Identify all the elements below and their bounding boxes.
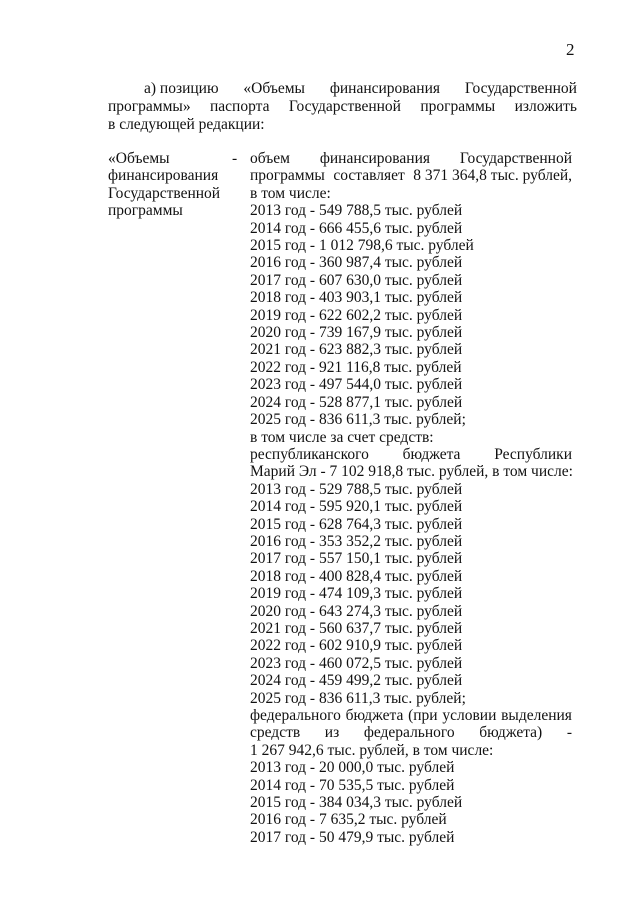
intro-word: Государственной <box>288 98 401 115</box>
year-row: 2016 год - 7 635,2 тыс. рублей <box>250 811 447 829</box>
year-row: 2015 год - 628 764,3 тыс. рублей <box>250 515 463 533</box>
word: Государственной <box>459 150 572 167</box>
intro-word: а) позицию <box>144 80 219 97</box>
word: федерального <box>363 724 455 742</box>
intro-line <box>108 98 577 116</box>
label-line: программы <box>108 202 183 220</box>
word: выделения <box>501 707 572 724</box>
word: из <box>324 724 340 742</box>
word: составляет <box>333 167 405 185</box>
year-row: 2025 год - 836 611,3 тыс. рублей; <box>250 689 466 707</box>
funding-details <box>250 150 572 846</box>
year-row: 2025 год - 836 611,3 тыс. рублей; <box>250 411 466 429</box>
section-label <box>108 150 248 220</box>
label-line: «Объемы <box>108 150 170 167</box>
intro-word: «Объемы <box>243 80 305 97</box>
year-row: 2018 год - 403 903,1 тыс. рублей <box>250 289 463 307</box>
word: Республики <box>494 445 572 463</box>
word: средств <box>250 724 301 742</box>
republic-line: Марий Эл - 7 102 918,8 тыс. рублей, в том числе: <box>250 463 573 481</box>
label-line: финансирования <box>108 167 219 185</box>
total-years-list <box>250 202 572 428</box>
federal-line <box>250 707 572 724</box>
year-row: 2015 год - 1 012 798,6 тыс. рублей <box>250 237 474 255</box>
word: объем <box>250 150 290 167</box>
word: федерального <box>250 707 341 724</box>
year-row: 2023 год - 460 072,5 тыс. рублей <box>250 654 463 672</box>
year-row: 2017 год - 607 630,0 тыс. рублей <box>250 271 463 289</box>
year-row: 2020 год - 643 274,3 тыс. рублей <box>250 602 463 620</box>
intro-line <box>108 80 577 98</box>
federal-line: 1 267 942,6 тыс. рублей, в том числе: <box>250 741 494 759</box>
word: бюджета <box>402 445 461 463</box>
year-row: 2017 год - 50 479,9 тыс. рублей <box>250 828 455 846</box>
label-dash: - <box>232 150 238 167</box>
intro-word: финансирования <box>329 80 441 97</box>
year-row: 2023 год - 497 544,0 тыс. рублей <box>250 376 463 394</box>
federal-line <box>250 724 572 741</box>
year-row: 2013 год - 549 788,5 тыс. рублей <box>250 202 463 220</box>
word: (при <box>408 707 438 724</box>
total-line <box>250 150 572 167</box>
word: финансирования <box>319 150 431 167</box>
word: программы <box>250 167 325 185</box>
intro-word: паспорта <box>209 98 270 115</box>
year-row: 2021 год - 560 637,7 тыс. рублей <box>250 619 463 637</box>
year-row: 2017 год - 557 150,1 тыс. рублей <box>250 550 463 568</box>
year-row: 2024 год - 459 499,2 тыс. рублей <box>250 672 463 690</box>
year-row: 2021 год - 623 882,3 тыс. рублей <box>250 341 463 359</box>
label-line: Государственной <box>108 184 221 202</box>
year-row: 2024 год - 528 877,1 тыс. рублей <box>250 393 463 411</box>
intro-word: программы <box>420 98 496 115</box>
year-row: 2018 год - 400 828,4 тыс. рублей <box>250 567 463 585</box>
republic-line <box>250 446 572 463</box>
year-row: 2022 год - 602 910,9 тыс. рублей <box>250 637 463 655</box>
word: бюджета <box>345 707 404 724</box>
year-row: 2019 год - 622 602,2 тыс. рублей <box>250 306 463 324</box>
intro-word: изложить <box>514 98 577 115</box>
year-row: 2016 год - 360 987,4 тыс. рублей <box>250 254 463 272</box>
intro-line: в следующей редакции: <box>108 116 265 133</box>
intro-paragraph <box>108 80 577 134</box>
intro-word: Государственной <box>464 80 577 97</box>
intro-word: программы» <box>108 98 191 115</box>
year-row: 2014 год - 595 920,1 тыс. рублей <box>250 498 463 516</box>
year-row: 2015 год - 384 034,3 тыс. рублей <box>250 794 463 812</box>
year-row: 2014 год - 70 535,5 тыс. рублей <box>250 776 455 794</box>
year-row: 2014 год - 666 455,6 тыс. рублей <box>250 219 463 237</box>
word: 8 371 364,8 тыс. рублей, <box>413 167 572 185</box>
year-row: 2013 год - 529 788,5 тыс. рублей <box>250 480 463 498</box>
year-row: 2013 год - 20 000,0 тыс. рублей <box>250 759 455 777</box>
sources-intro: в том числе за счет средств: <box>250 428 434 446</box>
page-number: 2 <box>566 40 575 59</box>
word: условии <box>442 707 497 724</box>
republic-years-list <box>250 481 572 707</box>
total-line: в том числе: <box>250 184 331 202</box>
word: бюджета) <box>479 724 543 742</box>
year-row: 2022 год - 921 116,8 тыс. рублей <box>250 358 462 376</box>
word: республиканского <box>250 445 369 463</box>
year-row: 2016 год - 353 352,2 тыс. рублей <box>250 532 463 550</box>
federal-years-list <box>250 759 572 846</box>
year-row: 2020 год - 739 167,9 тыс. рублей <box>250 324 463 342</box>
total-line <box>250 167 572 184</box>
year-row: 2019 год - 474 109,3 тыс. рублей <box>250 585 463 603</box>
word: - <box>566 724 572 742</box>
